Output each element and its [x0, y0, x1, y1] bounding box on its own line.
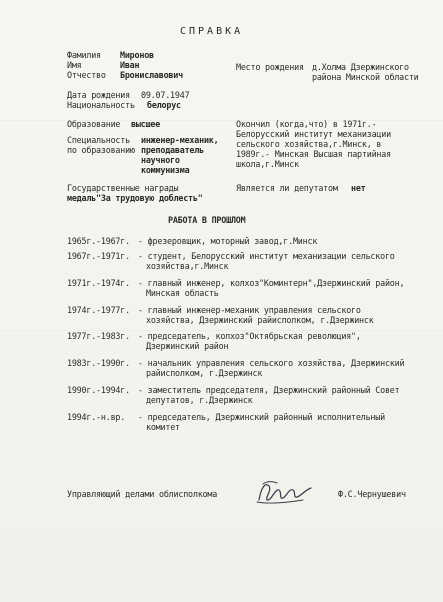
work-period: 1990г.-1994г. [67, 385, 130, 395]
work-description-line: райисполком, г.Дзержинск [146, 368, 263, 378]
work-period: 1971г.-1974г. [67, 278, 130, 288]
document-title: СПРАВКА [180, 26, 244, 37]
footer-position: Управляющий делами облисполкома [67, 489, 218, 499]
footer-name: Ф.С.Чернушевич [338, 489, 406, 499]
graduated-line-1: Окончил (когда,что) в 1971г.- [236, 119, 377, 129]
birthdate-label: Дата рождения [67, 90, 130, 100]
work-description-line: - начальник управления сельского хозяйства, Дзержинский [138, 358, 405, 368]
specialty-label-line-1: Специальность [67, 135, 130, 145]
deputy-value: нет [351, 183, 366, 193]
work-description-line: хозяйства, Дзержинский райисполком, г.Дзержинск [146, 315, 374, 325]
name-value: Иван [120, 60, 140, 70]
graduated-line-5: школа,г.Минск [236, 159, 299, 169]
work-heading: РАБОТА В ПРОШЛОМ [168, 215, 246, 225]
specialty-value-line-3: научного [141, 155, 180, 165]
specialty-label-line-2: по образованию [67, 145, 135, 155]
handwritten-signature [255, 478, 317, 506]
work-description-line: - студент, Белорусский институт механизации сельского [138, 251, 395, 261]
work-description-line: - главный инженер-механик управления сельского [138, 305, 361, 315]
work-period: 1965г.-1967г. [67, 236, 130, 246]
patronymic-label: Отчество [67, 70, 106, 80]
work-description-line: депутатов, г.Дзержинск [146, 395, 253, 405]
nationality-value: белорус [147, 100, 181, 110]
birthplace-label: Место рождения [236, 62, 304, 72]
work-description-line: Минская область [146, 288, 219, 298]
education-value: высшее [131, 119, 161, 129]
surname-label: Фамилия [67, 50, 101, 60]
deputy-label: Является ли депутатом [236, 183, 338, 193]
work-description-line: - председатель, колхоз"Октябрьская революция", [138, 331, 361, 341]
birthplace-value-line-1: д.Холма Дзержинского [312, 62, 409, 72]
work-period: 1983г.-1990г. [67, 358, 130, 368]
surname-value: Миронов [120, 50, 154, 60]
awards-value: медаль"За трудовую доблесть" [67, 193, 203, 203]
birthdate-value: 09.07.1947 [141, 90, 190, 100]
birthplace-value-line-2: района Минской области [312, 72, 419, 82]
work-description-line: - главный инженер, колхоз"Коминтерн",Дзержинский район, [138, 278, 405, 288]
specialty-value-line-1: инженер-механик, [141, 135, 219, 145]
graduated-line-3: сельского хозяйства,г.Минск, в [236, 139, 382, 149]
patronymic-value: Брониславович [120, 70, 183, 80]
specialty-value-line-2: преподаватель [141, 145, 204, 155]
education-label: Образование [67, 119, 121, 129]
work-description-line: - фрезеровщик, моторный завод,г.Минск [138, 236, 318, 246]
work-description-line: Дзержинский район [146, 341, 229, 351]
work-description-line: - заместитель председателя, Дзержинский районный Совет [138, 385, 400, 395]
awards-label: Государственные награды [67, 183, 179, 193]
graduated-line-4: 1989г.- Минская Высшая партийная [236, 149, 391, 159]
work-period: 1974г.-1977г. [67, 305, 130, 315]
nationality-label: Национальность [67, 100, 135, 110]
name-label: Имя [67, 60, 82, 70]
work-period: 1994г.-н.вр. [67, 412, 126, 422]
work-description-line: комитет [146, 422, 180, 432]
specialty-value-line-4: коммунизма [141, 165, 190, 175]
graduated-line-2: Белорусский институт механизации [236, 129, 391, 139]
work-description-line: хозяйства,г.Минск [146, 261, 229, 271]
work-period: 1967г.-1971г. [67, 251, 130, 261]
work-period: 1977г.-1983г. [67, 331, 130, 341]
work-description-line: - председатель, Дзержинский районный исполнительный [138, 412, 385, 422]
